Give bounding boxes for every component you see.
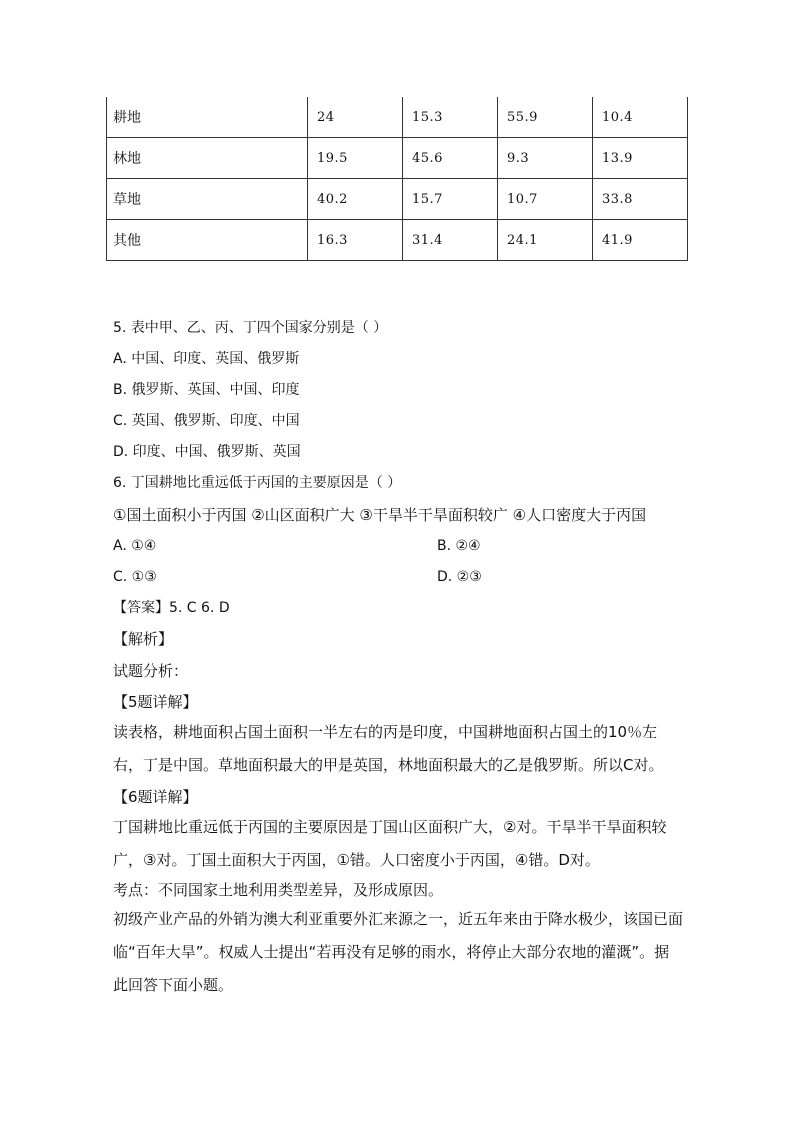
question-5-option-d: D. 印度、中国、俄罗斯、英国 [113,444,301,460]
table-cell: 31.4 [403,220,498,261]
question-5-stem: 5. 表中甲、乙、丙、丁四个国家分别是（ ） [113,320,388,336]
row-label: 林地 [107,138,308,179]
kaodian-line: 考点：不同国家土地利用类型差异，及形成原因。 [113,881,444,899]
table-cell: 15.7 [403,179,498,220]
question-6-option-c: C. ①③ [113,569,157,585]
row-label: 耕地 [107,97,308,138]
question-5-detail: 读表格，耕地面积占国土面积一半左右的丙是印度，中国耕地面积占国土的10％左右，丁是中国。草地面积最大的甲是英国，林地面积最大的乙是俄罗斯。所以C对。 [113,723,664,774]
table-cell: 33.8 [593,179,688,220]
table-cell: 15.3 [403,97,498,138]
analysis-heading: 【解析】 [113,630,174,648]
question-5-option-b: B. 俄罗斯、英国、中国、印度 [113,382,300,398]
table-cell: 19.5 [308,138,403,179]
table-cell: 45.6 [403,138,498,179]
table-cell: 9.3 [498,138,593,179]
row-label: 草地 [107,179,308,220]
row-label: 其他 [107,220,308,261]
table-cell: 24 [308,97,403,138]
question-5-option-a: A. 中国、印度、英国、俄罗斯 [113,351,300,367]
table-row [107,138,688,179]
answer-line: 【答案】5. C 6. D [113,600,230,616]
next-passage: 初级产业产品的外销为澳大利亚重要外汇来源之一，近五年来由于降水极少，该国已面临“百年大旱”。权威人士提出“若再没有足够的雨水，将停止大部分农地的灌溉”。据此回答下面小题。 [113,910,684,994]
table-cell: 10.4 [593,97,688,138]
question-6-option-a: A. ①④ [113,538,157,554]
question-5-detail-heading: 【5题详解】 [113,693,198,711]
table-cell: 55.9 [498,97,593,138]
table-row [107,179,688,220]
table-cell: 24.1 [498,220,593,261]
table-row [107,220,688,261]
analysis-intro: 试题分析： [113,662,189,680]
question-6-stem: 6. 丁国耕地比重远低于丙国的主要原因是（ ） [113,475,402,491]
table-cell: 10.7 [498,179,593,220]
table-cell: 13.9 [593,138,688,179]
question-6-detail-heading: 【6题详解】 [113,788,198,806]
question-6-detail: 丁国耕地比重远低于丙国的主要原因是丁国山区面积广大，②对。干旱半干旱面积较广，③对。丁国土面积大于丙国，①错。人口密度小于丙国，④错。D对。 [113,818,667,869]
question-6-option-d: D. ②③ [437,569,482,585]
table-row [107,97,688,138]
table-cell: 41.9 [593,220,688,261]
table-cell: 40.2 [308,179,403,220]
question-5-option-c: C. 英国、俄罗斯、印度、中国 [113,413,300,429]
table-cell: 16.3 [308,220,403,261]
land-use-table [106,97,688,261]
question-6-items: ①国土面积小于丙国 ②山区面积广大 ③干旱半干旱面积较广 ④人口密度大于丙国 [113,506,647,524]
question-6-option-b: B. ②④ [437,538,481,554]
